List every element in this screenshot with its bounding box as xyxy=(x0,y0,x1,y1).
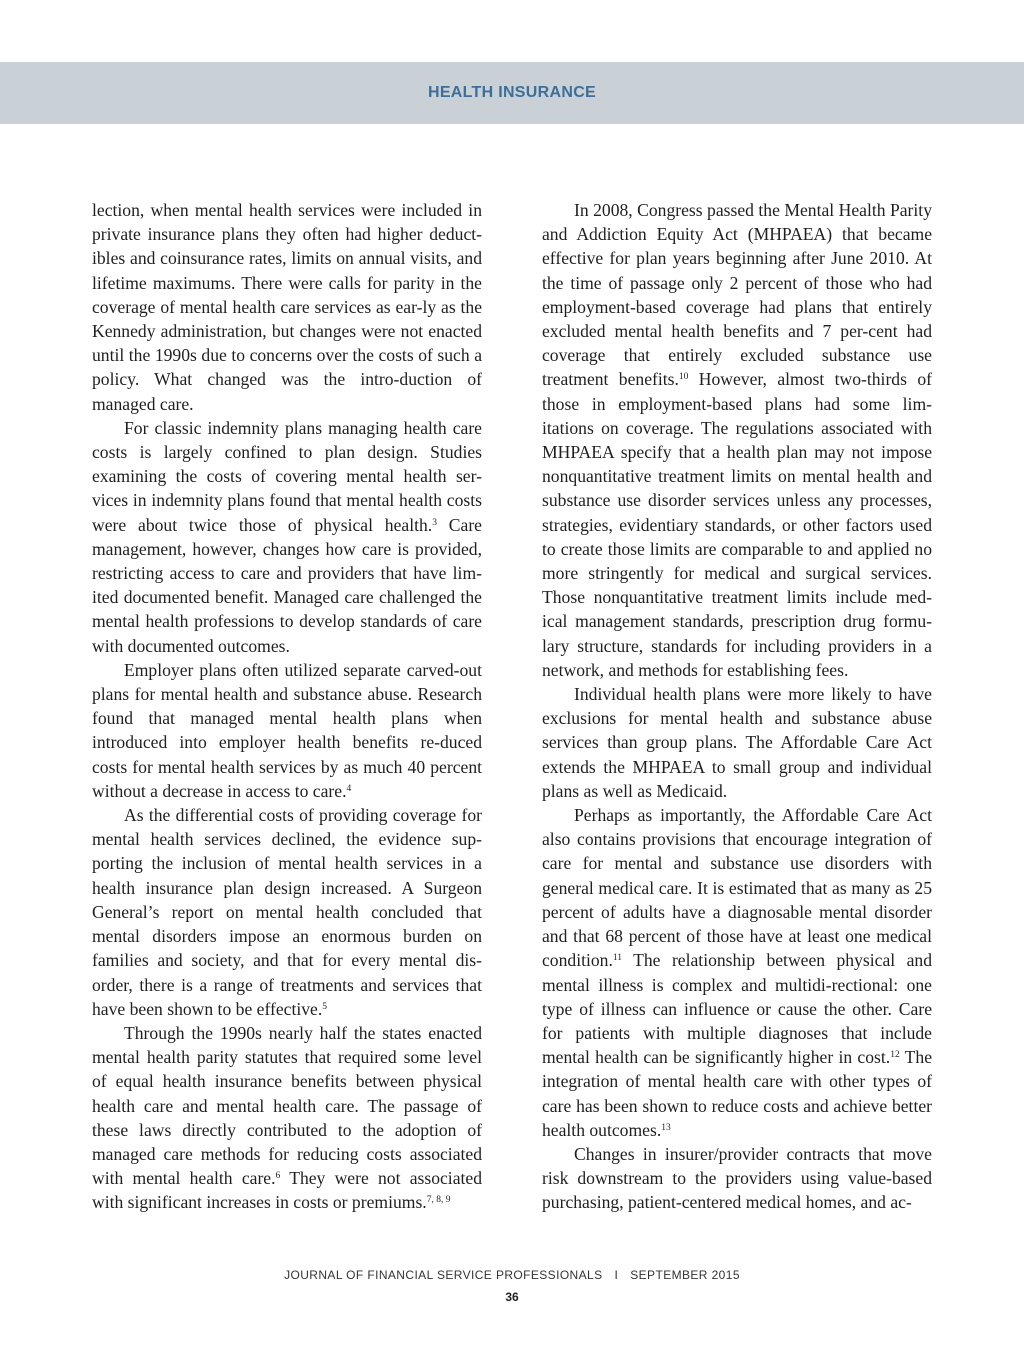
paragraph: Individual health plans were more likely to have exclusions for mental health and substance abuse services than group plans. The Affordable Care Act extends the MHPAEA to small group and individual plans as well as Medicaid. xyxy=(542,684,932,801)
section-title: HEALTH INSURANCE xyxy=(427,84,597,101)
footnote-ref: 13 xyxy=(661,1122,671,1133)
paragraph: Through the 1990s nearly half the states enacted mental health parity statutes that required some level of equal health insurance benefits between physical health care and mental health care. The passage of these laws directly contributed to the adoption of managed care methods for reducing costs associated with mental health care.$^6$ They were not associated with significant increases in costs or premiums.$^{7, 8, 9}$ xyxy=(92,1022,483,1213)
section-header-band xyxy=(0,62,1024,124)
paragraph: lection, when mental health services were included in private insurance plans they often had higher deduct-ibles and coinsurance rates, limits on annual visits, and lifetime maximums. There were calls for parity in the coverage of mental health care services as ear-ly as the Kennedy administration, but changes were not enacted until the 1990s due to concerns over the costs of such a policy. What changed was the intro-duction of managed care. xyxy=(92,200,482,414)
footnote-ref: 7, 8, 9 xyxy=(426,1195,451,1206)
paragraph: Employer plans often utilized separate carved-out plans for mental health and substance abuse. Research found that managed mental health plans when introduced into employer health benefits re-duced costs for mental health services by as much 40 percent without a decrease in access to care.$^4$ xyxy=(92,659,482,801)
footer-separator: I xyxy=(614,1268,619,1282)
footnote-ref: 3 xyxy=(432,517,437,528)
footnote-ref: 10 xyxy=(678,372,689,383)
footnote-ref: 5 xyxy=(322,1001,328,1012)
left-column xyxy=(92,198,482,1215)
footnote-ref: 12 xyxy=(890,1050,900,1061)
right-column xyxy=(542,198,932,1215)
footnote-ref: 4 xyxy=(346,783,352,794)
journal-name: JOURNAL OF FINANCIAL SERVICE PROFESSIONALS xyxy=(284,1268,603,1282)
paragraph: In 2008, Congress passed the Mental Health Parity and Addiction Equity Act (MHPAEA) that became effective for plan years beginning after June 2010. At the time of passage only 2 percent of those who had employment-based coverage had plans that entirely excluded mental health benefits and 7 per-cent had coverage that entirely excluded substance use treatment benefits.$^{10}$ However, almost two-thirds of those in employment-based plans had some lim-itations on coverage. The regulations associated with MHPAEA specify that a health plan may not impose nonquantitative treatment limits on mental health and substance use disorder services unless any processes, strategies, evidentiary standards, or other factors used to create those limits are comparable to and applied no more stringently for medical and surgical services. Those nonquantitative treatment limits include med-ical management standards, prescription drug formu-lary structure, standards for including providers in a network, and methods for establishing fees. xyxy=(542,200,932,680)
footnote-ref: 11 xyxy=(612,953,623,964)
paragraph: Perhaps as importantly, the Affordable Care Act also contains provisions that encourage integration of care for mental and substance use disorders with general medical care. It is estimated that as many as 25 percent of adults have a diagnosable mental disorder and that 68 percent of those have at least one medical condition.$^{11}$ The relationship between physical and mental illness is complex and multidi-rectional: one type of illness can influence or cause the other. Care for patients with multiple diagnoses that include mental health can be significantly higher in cost.$^{12}$ The integration of mental health care with other types of care has been shown to reduce costs and achieve better health outcomes.$^{13}$ xyxy=(542,805,933,1140)
footer xyxy=(0,1268,1024,1282)
issue-date: SEPTEMBER 2015 xyxy=(630,1268,740,1282)
page-number: 36 xyxy=(505,1290,519,1304)
paragraph: As the differential costs of providing coverage for mental health services declined, the evidence sup-porting the inclusion of mental health services in a health insurance plan design increased. A Surgeon General’s report on mental health concluded that mental disorders impose an enormous burden on families and society, and that for every mental dis-order, there is a range of treatments and services that have been shown to be effective.$^5$ xyxy=(92,805,482,1019)
paragraph: Changes in insurer/provider contracts that move risk downstream to the providers using value-based purchasing, patient-centered medical homes, and ac- xyxy=(542,1143,932,1213)
footnote-ref: 6 xyxy=(275,1171,281,1182)
paragraph: For classic indemnity plans managing health care costs is largely confined to plan design. Studies examining the costs of covering mental health ser-vices in indemnity plans found that mental health costs were about twice those of physical health.$^3$ Care management, however, changes how care is provided, restricting access to care and providers that have lim-ited documented benefit. Managed care challenged the mental health professions to develop standards of care with documented outcomes. xyxy=(92,417,482,656)
